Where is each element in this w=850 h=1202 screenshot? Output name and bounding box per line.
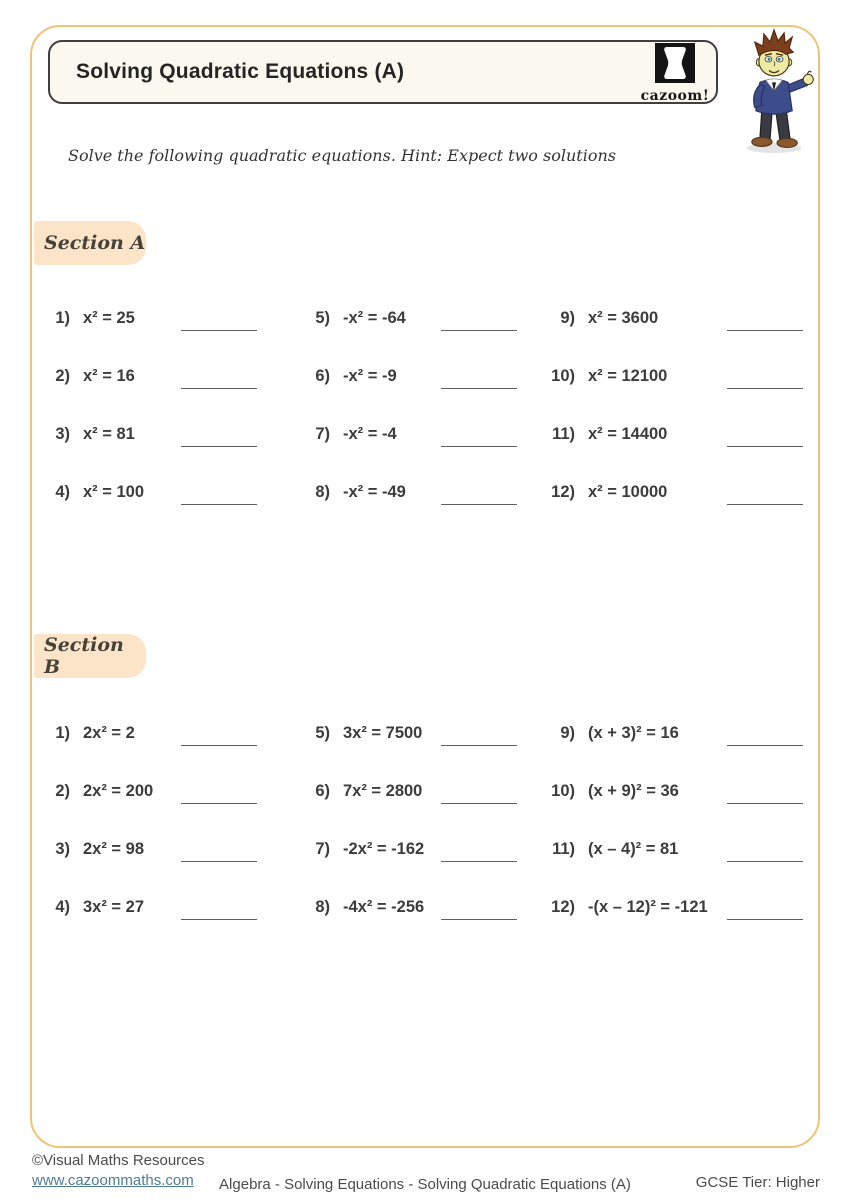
answer-line [727, 861, 803, 862]
problem-equation: -x² = -4 [343, 424, 397, 443]
mascot-boy-illustration [720, 28, 824, 154]
problem-number: 2) [55, 366, 70, 385]
problem-equation: -x² = -9 [343, 366, 397, 385]
answer-line [441, 388, 517, 389]
section-b-problems [45, 704, 820, 936]
section-a-column-3 [530, 289, 820, 521]
answer-line [441, 803, 517, 804]
problem-number: 11) [552, 424, 575, 443]
problem-number: 11) [552, 839, 575, 858]
cazoom-logo-icon [637, 72, 713, 89]
section-a-column-1 [45, 289, 300, 521]
section-b-column-2 [300, 704, 530, 936]
problem-number: 5) [315, 723, 330, 742]
answer-line [181, 330, 257, 331]
answer-line [181, 861, 257, 862]
problem-number: 3) [55, 839, 70, 858]
mascot-boy-icon [720, 28, 824, 154]
problem-equation: 2x² = 200 [83, 781, 154, 800]
section-b-label [34, 634, 146, 678]
problem-equation: (x + 3)² = 16 [588, 723, 679, 742]
problem-equation: 2x² = 2 [83, 723, 135, 742]
section-b-column-1 [45, 704, 300, 936]
problem-equation: x² = 3600 [588, 308, 659, 327]
problem-equation: x² = 10000 [588, 482, 668, 501]
answer-line [441, 745, 517, 746]
problem-row [530, 289, 820, 347]
problem-number: 8) [315, 897, 330, 916]
problem-number: 12) [551, 482, 575, 501]
cazoom-logo [637, 43, 713, 103]
problem-row [300, 820, 530, 878]
problem-equation: 2x² = 98 [83, 839, 145, 858]
section-a-column-2 [300, 289, 530, 521]
problem-row [45, 878, 300, 936]
title-box [48, 40, 718, 104]
problem-equation: 3x² = 7500 [343, 723, 423, 742]
answer-line [181, 919, 257, 920]
problem-equation: -x² = -49 [343, 482, 406, 501]
problem-row [530, 347, 820, 405]
answer-line [727, 330, 803, 331]
problem-row [530, 820, 820, 878]
problem-equation: -2x² = -162 [343, 839, 425, 858]
problem-number: 10) [551, 366, 575, 385]
problem-row [45, 704, 300, 762]
answer-line [441, 504, 517, 505]
problem-number: 4) [55, 482, 70, 501]
problem-row [45, 405, 300, 463]
answer-line [727, 803, 803, 804]
section-a-label [34, 221, 146, 265]
problem-number: 1) [55, 308, 70, 327]
problem-row [45, 463, 300, 521]
section-b-column-3 [530, 704, 820, 936]
problem-equation: x² = 12100 [588, 366, 668, 385]
answer-line [441, 446, 517, 447]
problem-row [45, 820, 300, 878]
problem-equation: x² = 81 [83, 424, 135, 443]
answer-line [727, 446, 803, 447]
answer-line [181, 504, 257, 505]
problem-row [300, 405, 530, 463]
problem-row [530, 878, 820, 936]
problem-number: 5) [315, 308, 330, 327]
problem-equation: -x² = -64 [343, 308, 406, 327]
problem-equation: (x + 9)² = 36 [588, 781, 679, 800]
footer-tier-label: GCSE Tier: Higher [695, 1174, 820, 1191]
answer-line [181, 388, 257, 389]
answer-line [727, 919, 803, 920]
answer-line [181, 745, 257, 746]
problem-number: 8) [315, 482, 330, 501]
problem-number: 7) [315, 839, 330, 858]
answer-line [727, 745, 803, 746]
problem-row [300, 704, 530, 762]
problem-row [45, 347, 300, 405]
problem-equation: x² = 16 [83, 366, 135, 385]
problem-row [530, 405, 820, 463]
answer-line [727, 504, 803, 505]
problem-number: 9) [560, 308, 575, 327]
answer-line [727, 388, 803, 389]
answer-line [441, 861, 517, 862]
problem-row [300, 289, 530, 347]
page-title: Solving Quadratic Equations (A) [76, 60, 405, 83]
section-a-label-text: Section A [44, 232, 146, 254]
answer-line [441, 919, 517, 920]
answer-line [181, 803, 257, 804]
answer-line [181, 446, 257, 447]
problem-equation: -(x – 12)² = -121 [588, 897, 708, 916]
footer-copyright: ©Visual Maths Resources [32, 1152, 205, 1169]
problem-equation: (x – 4)² = 81 [588, 839, 679, 858]
problem-row [530, 704, 820, 762]
problem-number: 4) [55, 897, 70, 916]
section-b-label-text: Section B [44, 634, 124, 678]
problem-equation: x² = 100 [83, 482, 145, 501]
problem-row [300, 878, 530, 936]
problem-equation: x² = 25 [83, 308, 135, 327]
problem-row [45, 762, 300, 820]
problem-row [300, 347, 530, 405]
worksheet-border [30, 25, 820, 1148]
cazoom-logo-text: cazoom! [640, 88, 710, 104]
problem-number: 9) [560, 723, 575, 742]
problem-number: 6) [315, 366, 330, 385]
problem-row [530, 463, 820, 521]
footer-breadcrumb: Algebra - Solving Equations - Solving Quadratic Equations (A) [219, 1176, 631, 1193]
answer-line [441, 330, 517, 331]
problem-number: 3) [55, 424, 70, 443]
problem-number: 1) [55, 723, 70, 742]
instruction-text: Solve the following quadratic equations. Hint: Expect two solutions [68, 146, 616, 165]
problem-number: 7) [315, 424, 330, 443]
footer-website-link[interactable]: www.cazoommaths.com [32, 1172, 194, 1189]
problem-equation: 3x² = 27 [83, 897, 145, 916]
problem-number: 12) [551, 897, 575, 916]
problem-row [530, 762, 820, 820]
problem-equation: -4x² = -256 [343, 897, 425, 916]
problem-row [300, 463, 530, 521]
problem-equation: x² = 14400 [588, 424, 668, 443]
problem-equation: 7x² = 2800 [343, 781, 423, 800]
problem-number: 10) [551, 781, 575, 800]
problem-row [300, 762, 530, 820]
problem-number: 6) [315, 781, 330, 800]
problem-number: 2) [55, 781, 70, 800]
section-a-problems [45, 289, 820, 521]
problem-row [45, 289, 300, 347]
